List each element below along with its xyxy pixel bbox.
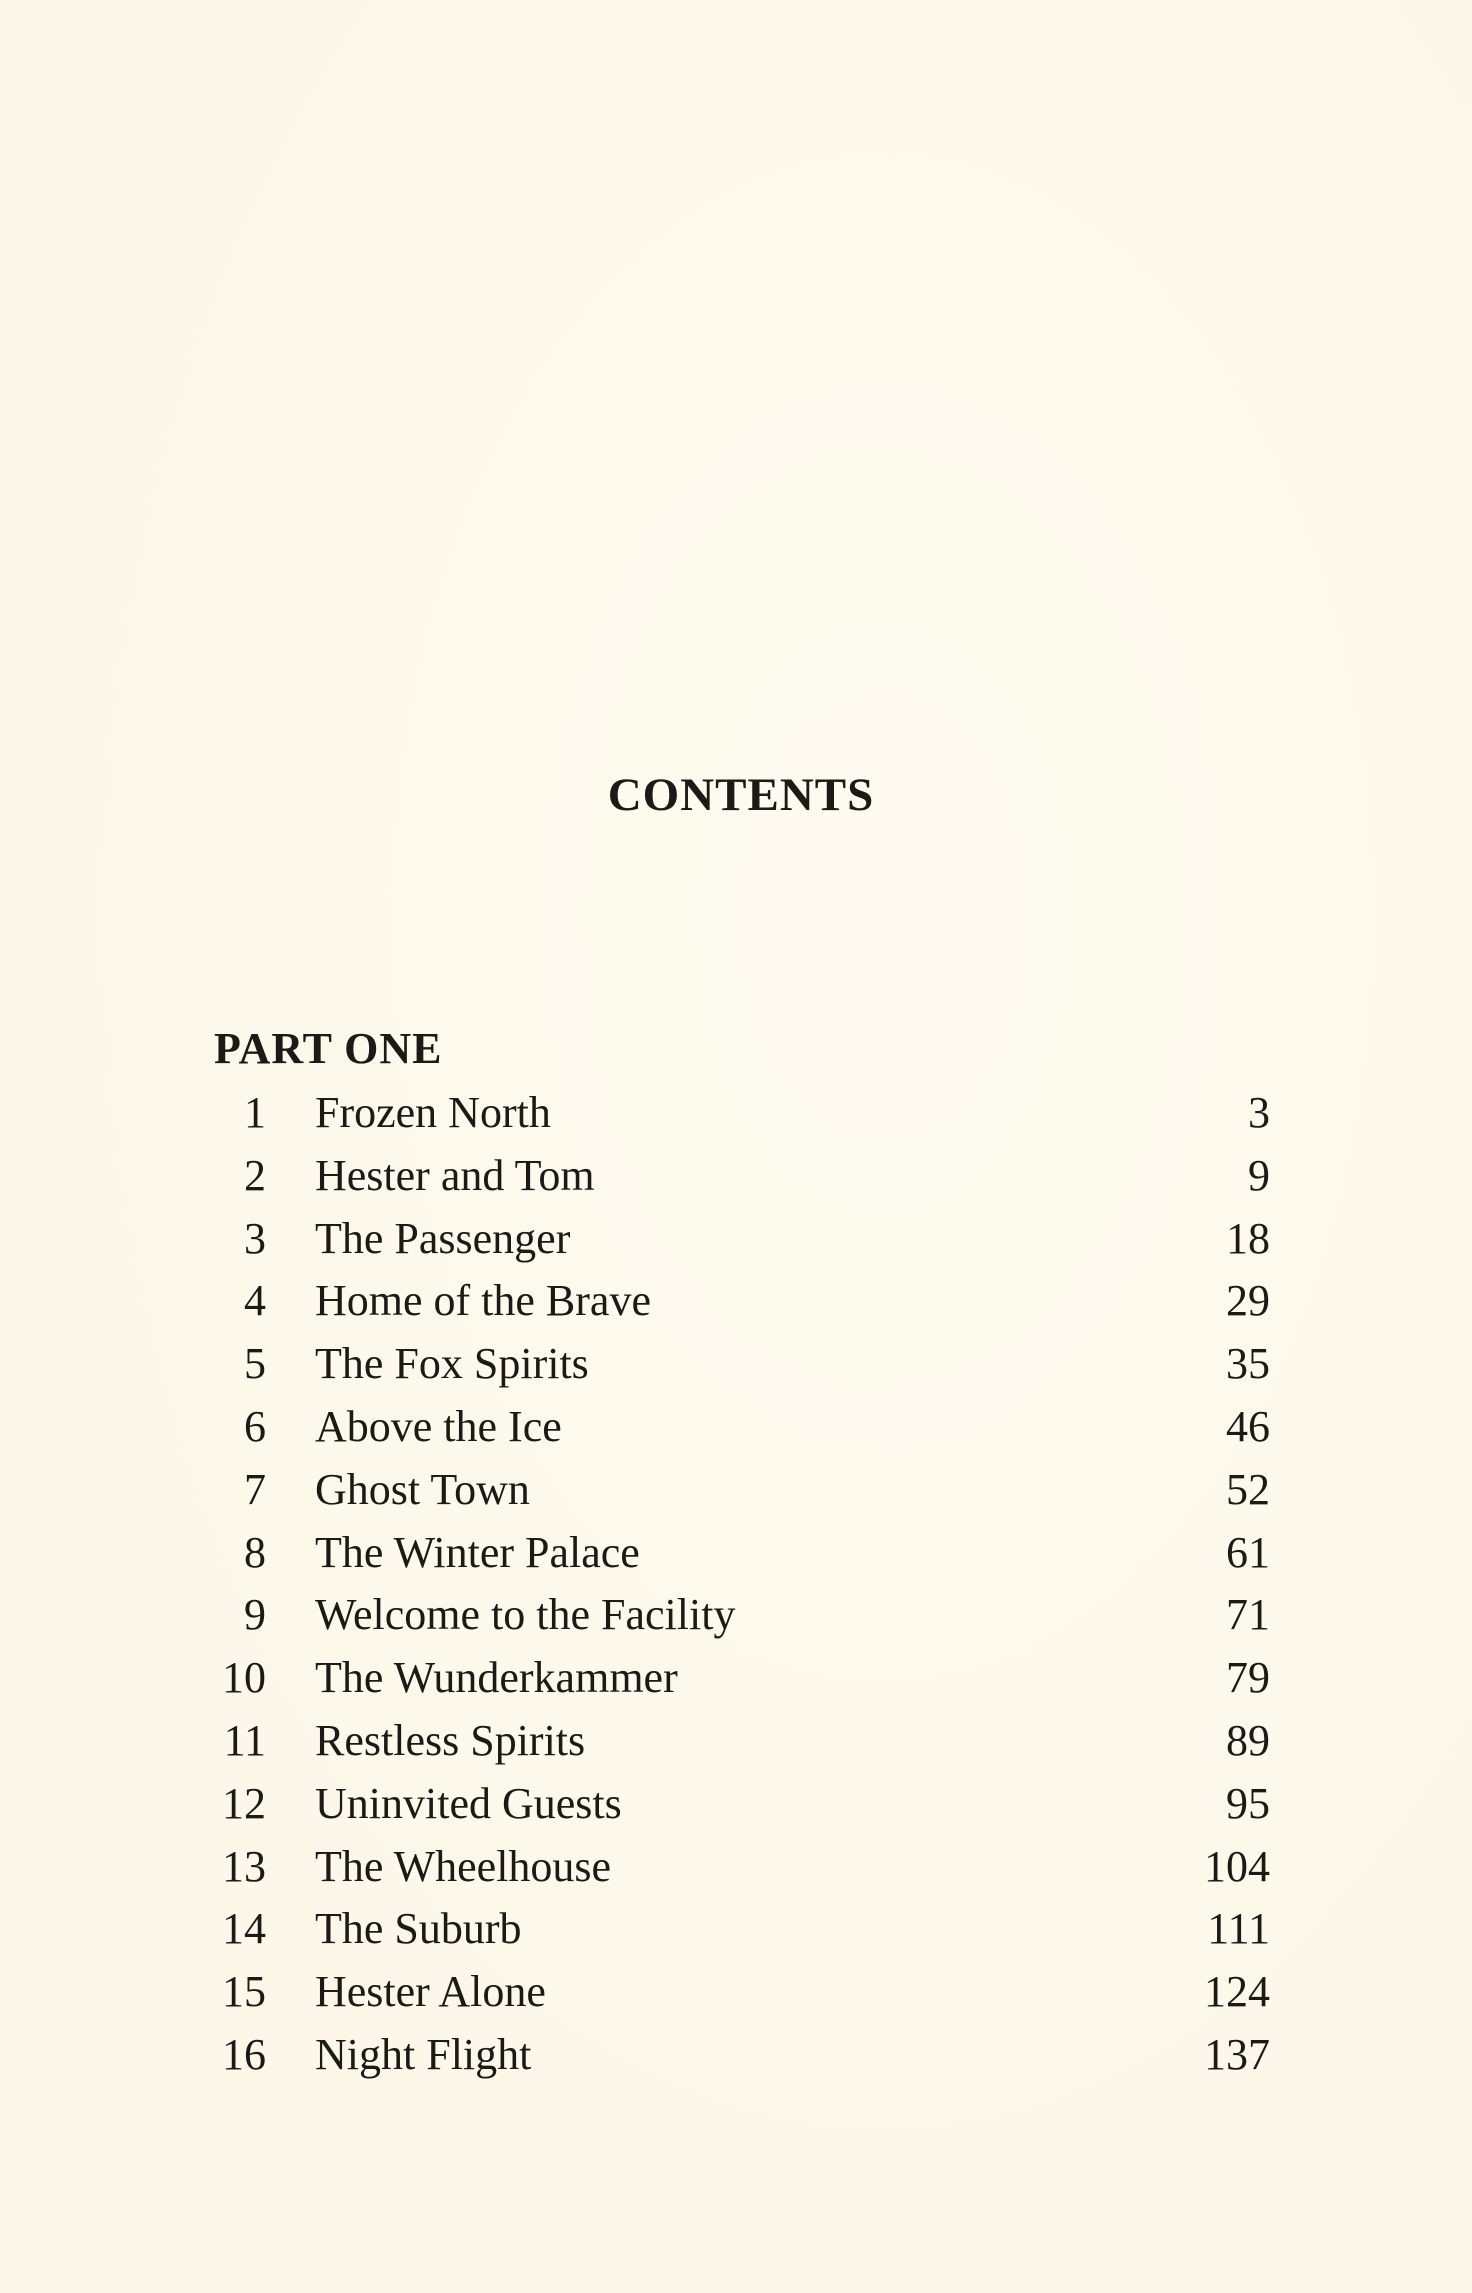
chapter-title: Hester Alone <box>315 1967 546 2017</box>
chapter-title: The Passenger <box>315 1213 571 1263</box>
chapter-title: Restless Spirits <box>315 1715 586 1765</box>
chapter-page-number: 61 <box>1226 1527 1270 1577</box>
chapter-page-number: 89 <box>1226 1715 1270 1765</box>
chapter-number: 11 <box>223 1715 266 1765</box>
chapter-title: Frozen North <box>315 1088 551 1137</box>
chapter-number: 1 <box>244 1088 266 1137</box>
chapter-page-number: 137 <box>1204 2029 1270 2079</box>
chapter-title: Welcome to the Facility <box>315 1590 736 1640</box>
chapter-number: 2 <box>244 1150 266 1200</box>
chapter-title: Above the Ice <box>315 1401 562 1451</box>
toc-entry <box>200 1270 1270 1333</box>
contents-heading: CONTENTS <box>607 769 875 821</box>
chapter-title: Ghost Town <box>315 1464 530 1514</box>
chapter-title: The Wunderkammer <box>315 1653 678 1703</box>
chapter-title: The Suburb <box>315 1904 522 1954</box>
chapter-page-number: 71 <box>1226 1590 1270 1640</box>
toc-entry <box>200 1333 1270 1396</box>
chapter-page-number: 104 <box>1204 1841 1270 1891</box>
chapter-title: Uninvited Guests <box>315 1778 622 1828</box>
chapter-title: Hester and Tom <box>315 1150 595 1200</box>
toc-entry <box>200 1396 1270 1459</box>
table-of-contents <box>200 1082 1270 2087</box>
toc-entry <box>200 1710 1270 1773</box>
chapter-number: 8 <box>244 1527 266 1577</box>
chapter-page-number: 9 <box>1248 1150 1270 1200</box>
toc-entry <box>200 1961 1270 2024</box>
chapter-number: 5 <box>244 1339 266 1389</box>
chapter-page-number: 79 <box>1226 1653 1270 1703</box>
chapter-title: Home of the Brave <box>315 1276 651 1326</box>
chapter-page-number: 95 <box>1226 1778 1270 1828</box>
chapter-title: The Wheelhouse <box>315 1841 612 1891</box>
toc-entry <box>200 1522 1270 1585</box>
toc-entry <box>200 1145 1270 1208</box>
chapter-number: 13 <box>222 1841 266 1891</box>
chapter-page-number: 111 <box>1207 1904 1270 1954</box>
chapter-number: 14 <box>222 1904 266 1954</box>
chapter-number: 6 <box>244 1401 266 1451</box>
toc-entry <box>200 1459 1270 1522</box>
chapter-page-number: 46 <box>1226 1401 1270 1451</box>
chapter-page-number: 3 <box>1248 1088 1270 1137</box>
toc-entry <box>200 1898 1270 1961</box>
chapter-page-number: 124 <box>1204 1967 1270 2017</box>
chapter-number: 12 <box>222 1778 266 1828</box>
part-heading: PART ONE <box>214 1024 443 1073</box>
toc-entry <box>200 2024 1270 2087</box>
chapter-number: 15 <box>222 1967 266 2017</box>
chapter-title: Night Flight <box>315 2029 532 2079</box>
chapter-page-number: 52 <box>1226 1464 1270 1514</box>
chapter-number: 4 <box>244 1276 266 1326</box>
chapter-title: The Winter Palace <box>315 1527 640 1577</box>
toc-entry <box>200 1584 1270 1647</box>
chapter-page-number: 35 <box>1226 1339 1270 1389</box>
toc-entry <box>200 1082 1270 1145</box>
toc-entry <box>200 1647 1270 1710</box>
chapter-number: 9 <box>244 1590 266 1640</box>
toc-entry <box>200 1208 1270 1271</box>
toc-entry <box>200 1773 1270 1836</box>
chapter-number: 16 <box>222 2029 266 2079</box>
chapter-number: 7 <box>244 1464 266 1514</box>
chapter-number: 3 <box>244 1213 266 1263</box>
chapter-page-number: 18 <box>1226 1213 1270 1263</box>
toc-entry <box>200 1836 1270 1899</box>
chapter-number: 10 <box>222 1653 266 1703</box>
chapter-title: The Fox Spirits <box>315 1339 589 1389</box>
chapter-page-number: 29 <box>1226 1276 1270 1326</box>
